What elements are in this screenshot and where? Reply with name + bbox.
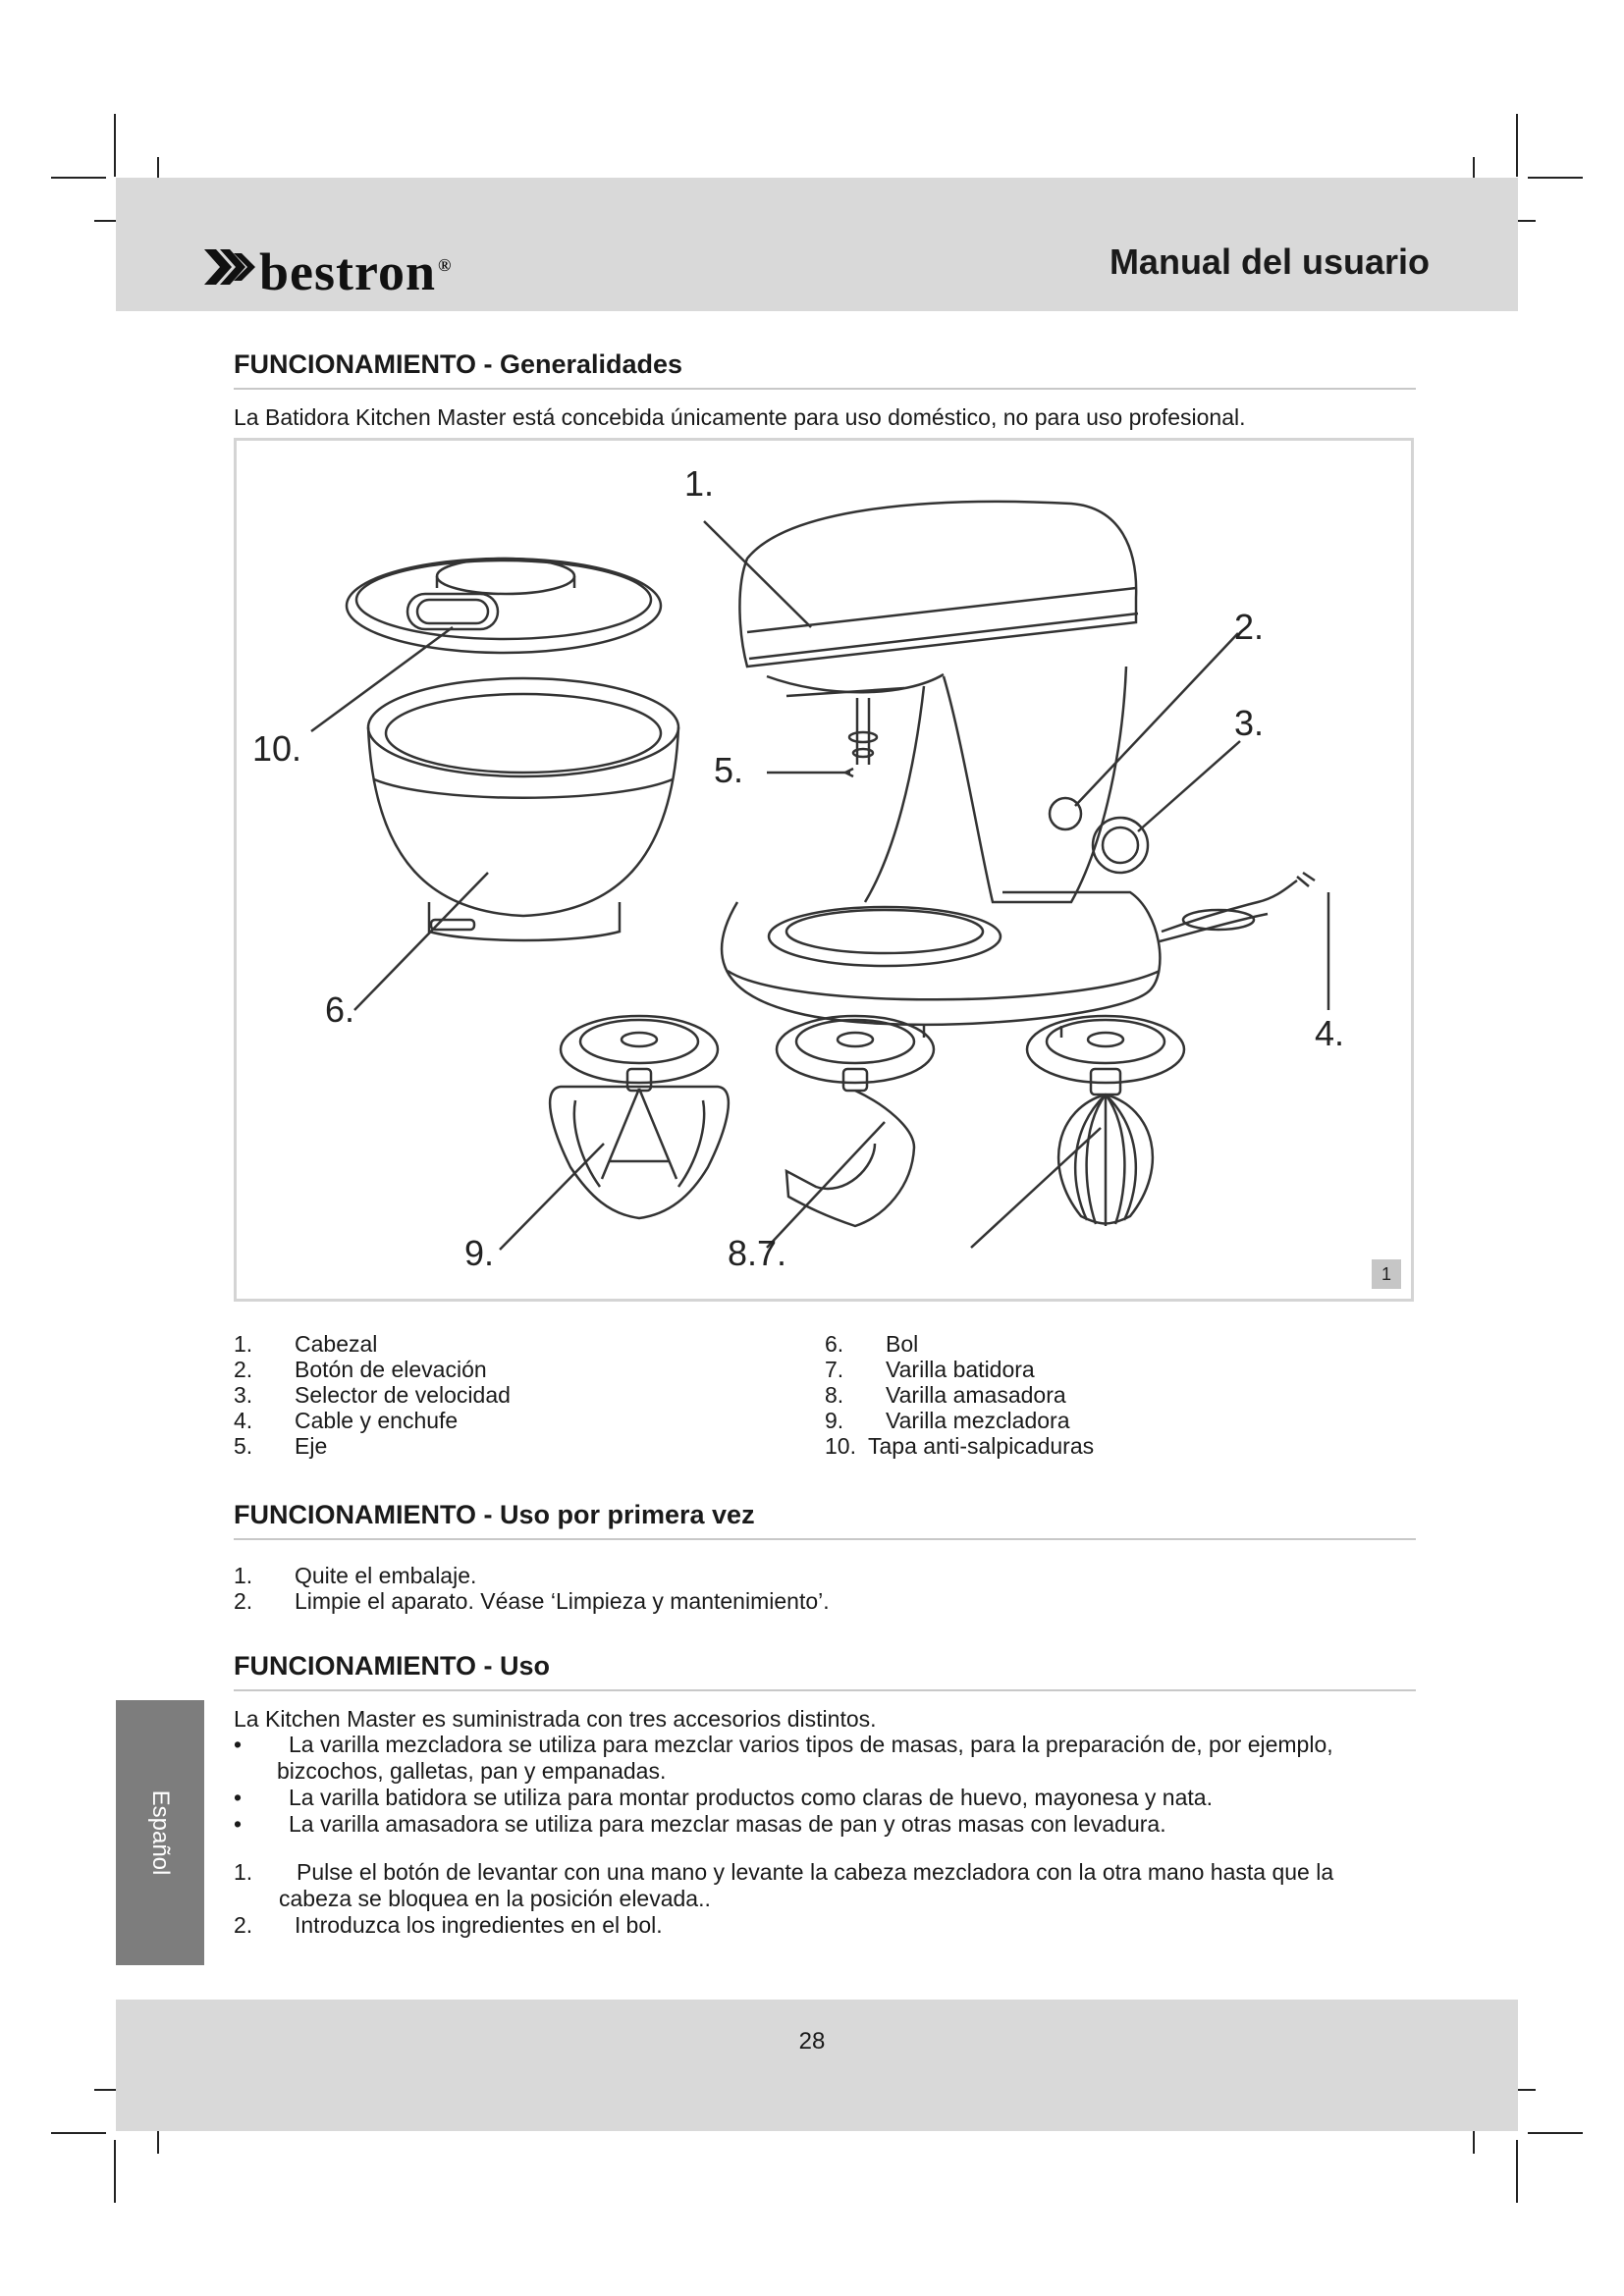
language-tab: Español [116,1700,204,1965]
product-figure [234,438,1414,1302]
list-item: 10. Tapa anti-salpicaduras [825,1433,1095,1459]
general-intro: La Batidora Kitchen Master está concebida únicamente para uso doméstico, no para uso profesional. [234,404,1246,430]
list-item: 9. Varilla mezcladora [825,1408,1070,1433]
brand-name: bestron ® [259,242,453,301]
parts-list-right [825,1331,1094,1459]
document-title: Manual del usuario [1109,241,1430,282]
list-item: 2. Botón de elevación [234,1357,487,1382]
crop-mark [1528,177,1583,179]
footer-band [116,2000,1518,2131]
figure-label-2: 2. [1234,607,1265,647]
figure-label-8-7: 8.7. [728,1233,787,1273]
list-item: 2. Introduzca los ingredientes en el bol. [234,1912,663,1938]
list-item: 2. Limpie el aparato. Véase ‘Limpieza y mantenimiento’. [234,1588,830,1614]
figure-label-10: 10. [252,728,302,769]
use-intro: La Kitchen Master es suministrada con tres accesorios distintos. [234,1706,877,1732]
mixer-illustration [237,441,1411,1299]
page-number: 28 [798,2028,826,2055]
figure-label-6: 6. [325,989,355,1030]
crop-mark [1516,2140,1518,2203]
first-use-steps [234,1563,830,1614]
list-item: 4. Cable y enchufe [234,1408,459,1433]
list-item: • La varilla amasadora se utiliza para mezclar masas de pan y otras masas con levadura. [234,1811,1166,1837]
list-item: 5. Eje [234,1433,328,1459]
figure-label-9: 9. [464,1233,495,1273]
crop-mark [51,177,106,179]
section-heading-use: FUNCIONAMIENTO - Uso [234,1651,1416,1691]
list-item: 3. Selector de velocidad [234,1382,511,1408]
crop-mark [114,2140,116,2203]
list-item: 7. Varilla batidora [825,1357,1035,1382]
crop-mark [114,114,116,177]
parts-list-left [234,1331,511,1459]
figure-label-4: 4. [1315,1013,1345,1053]
crop-mark [1528,2132,1583,2134]
list-item: 1. Cabezal [234,1331,378,1357]
list-item: 1. Quite el embalaje. [234,1563,477,1588]
list-item: 1. Pulse el botón de levantar con una mano y levante la cabeza mezcladora con la otra mano hasta que la cabeza se bloquea en la posición elevada.. [234,1859,1334,1911]
figure-number-badge: 1 [1372,1259,1401,1289]
figure-label-1: 1. [684,463,715,504]
section-heading-general: FUNCIONAMIENTO - Generalidades [234,349,1416,390]
list-item: 6. Bol [825,1331,919,1357]
figure-label-3: 3. [1234,703,1265,743]
chevron-logo-icon [202,245,257,289]
list-item: • La varilla mezcladora se utiliza para mezclar varios tipos de masas, para la preparación de, por ejemplo, bizcochos, galletas, pan y empanadas. [234,1732,1333,1784]
list-item: 8. Varilla amasadora [825,1382,1066,1408]
crop-mark [1516,114,1518,177]
list-item: • La varilla batidora se utiliza para montar productos como claras de huevo, mayonesa y nata. [234,1785,1213,1810]
figure-label-5: 5. [714,750,744,790]
crop-mark [51,2132,106,2134]
section-heading-first-use: FUNCIONAMIENTO - Uso por primera vez [234,1500,1416,1540]
